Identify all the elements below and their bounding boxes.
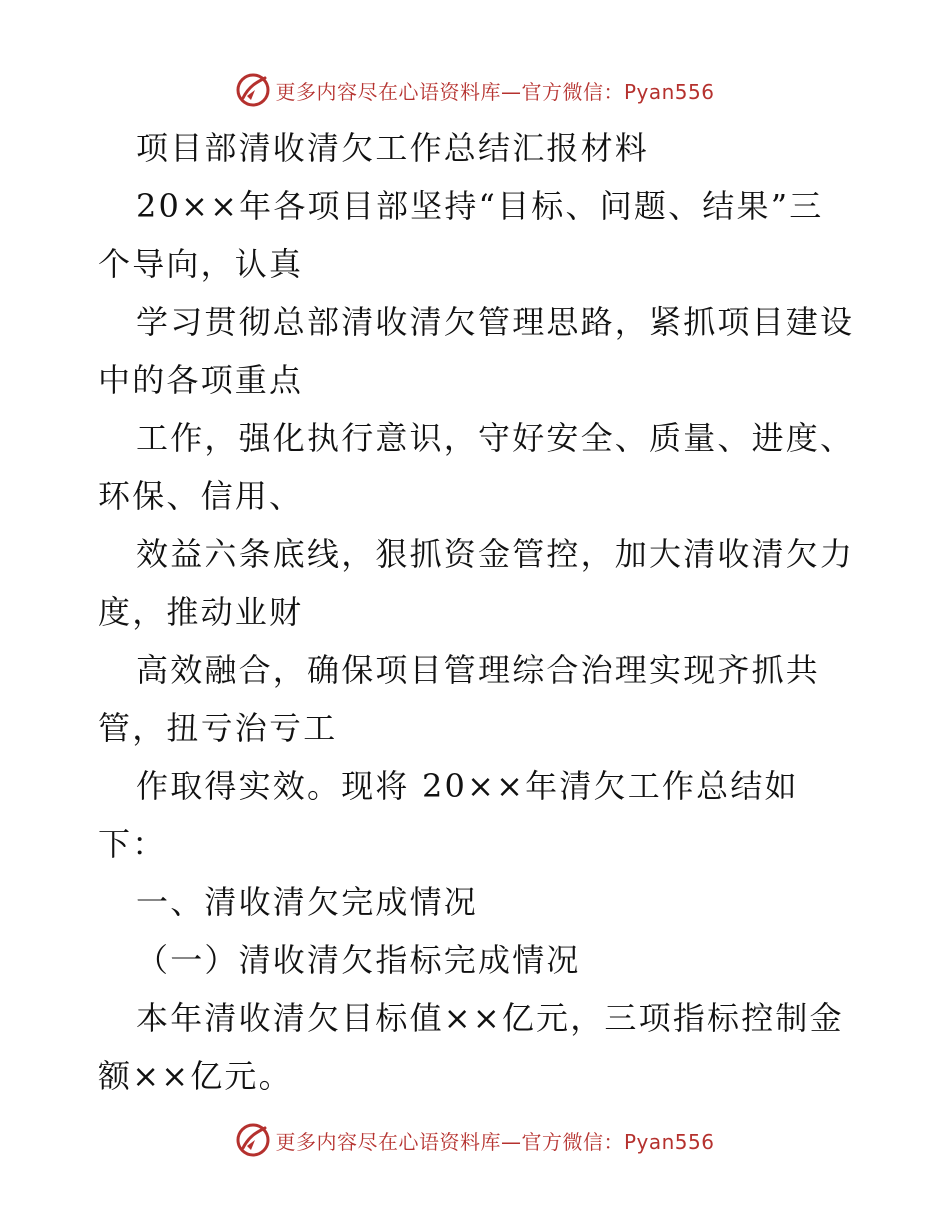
paragraph-line: 个导向，认真: [98, 245, 304, 283]
paragraph-line: 作取得实效。现将 20××年清欠工作总结如: [136, 767, 799, 805]
paragraph-line: 环保、信用、: [98, 477, 304, 515]
watermark-text: 更多内容尽在心语资料库—官方微信：Pyan556: [275, 1129, 715, 1154]
paragraph-line: 下：: [98, 825, 167, 863]
footer-watermark: [0, 1120, 950, 1160]
paragraph-line: 工作，强化执行意识，守好安全、质量、进度、: [136, 419, 855, 457]
paragraph-line: 管，扭亏治亏工: [98, 709, 338, 747]
paragraph-line: 20××年各项目部坚持“目标、问题、结果”三: [136, 187, 824, 225]
paragraph-line: 额××亿元。: [98, 1057, 293, 1095]
paragraph-line: 学习贯彻总部清收清欠管理思路，紧抓项目建设: [136, 303, 855, 341]
subsection-heading: （一）清收清欠指标完成情况: [136, 941, 581, 979]
paragraph-line: 度，推动业财: [98, 593, 304, 631]
watermark-text: 更多内容尽在心语资料库—官方微信：Pyan556: [275, 79, 715, 104]
paragraph-line: 中的各项重点: [98, 361, 304, 399]
paragraph-line: 效益六条底线，狠抓资金管控，加大清收清欠力: [136, 535, 855, 573]
paragraph-line: 本年清收清欠目标值××亿元，三项指标控制金: [136, 999, 844, 1037]
seal-logo-icon: [235, 1122, 271, 1158]
seal-logo-icon: [235, 72, 271, 108]
document-title: 项目部清收清欠工作总结汇报材料: [136, 129, 650, 167]
section-heading: 一、清收清欠完成情况: [136, 883, 479, 921]
paragraph-line: 高效融合，确保项目管理综合治理实现齐抓共: [136, 651, 821, 689]
header-watermark: [0, 70, 950, 110]
